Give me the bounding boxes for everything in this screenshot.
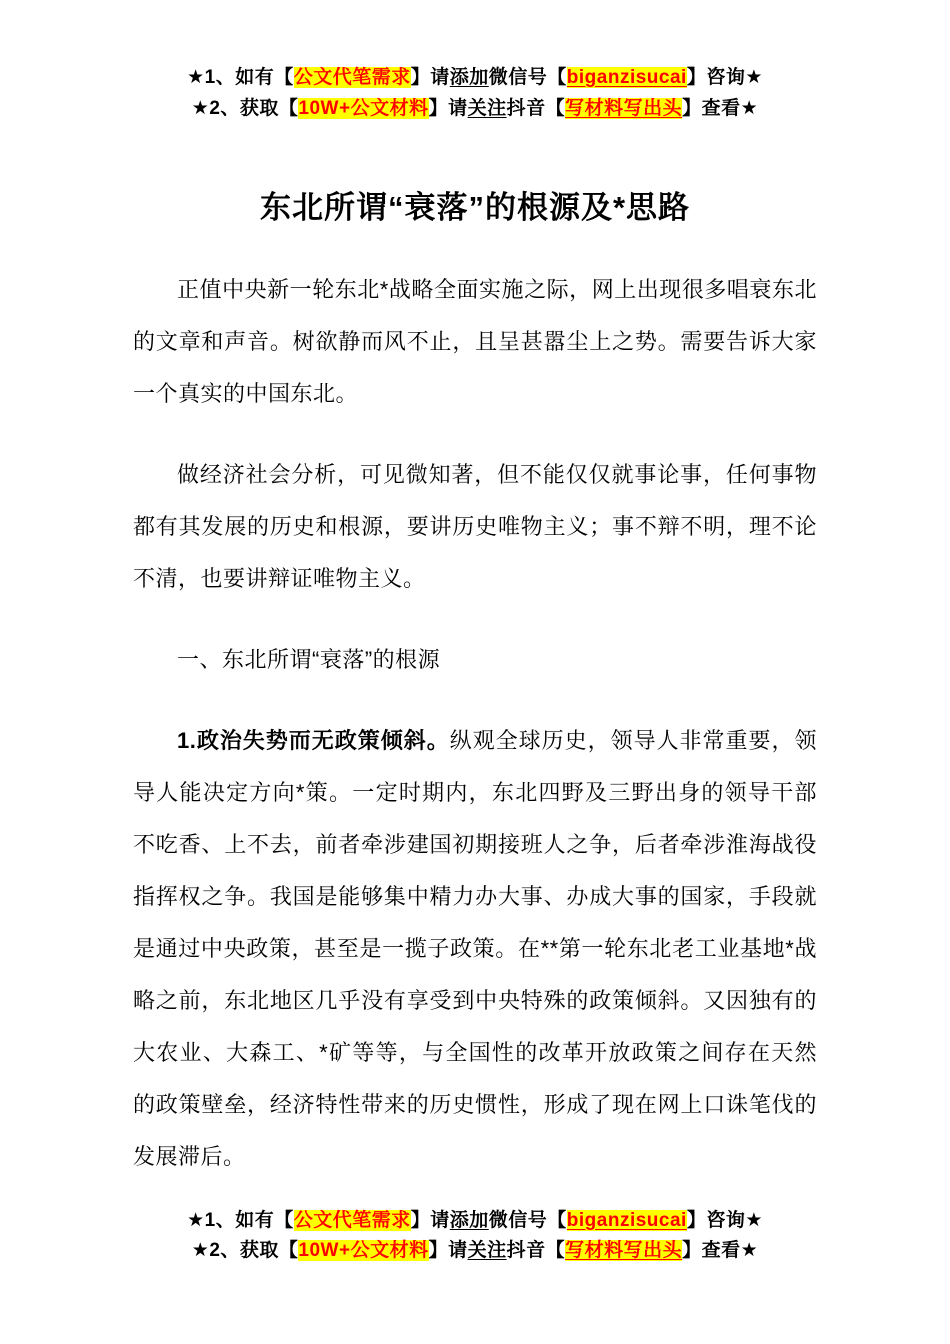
promo-text: ★2、获取【 [191,98,299,119]
promo-text: ★1、如有【 [187,1210,294,1231]
promo-text: 】咨询★ [686,1210,763,1231]
promo-text: 】请 [428,98,468,119]
promo-line-2 [0,1236,950,1266]
promo-underlined-text: 添加 [449,1210,489,1231]
promo-text: 抖音【 [506,1240,566,1261]
paragraph-point-1-body: 纵观全球历史，领导人非常重要，领导人能决定方向*策。一定时期内，东北四野及三野出身的领导干部不吃香、上不去，前者牵涉建国初期接班人之争，后者牵涉淮海战役指挥权之争。我国是能够集中精力办大事、办成大事的国家，手段就是通过中央政策，甚至是一揽子政策。在**第一轮东北老工业基地*战略之前，东北地区几乎没有享受到中央特殊的政策倾斜。又因独有的大农业、大森工、*矿等等，与全国性的改革开放政策之间存在天然的政策壁垒，经济特性带来的历史惯性，形成了现在网上口诛笔伐的发展滞后。 [133,728,817,1169]
promo-text: 微信号【 [488,67,567,88]
paragraph-methodology: 做经济社会分析，可见微知著，但不能仅仅就事论事，任何事物都有其发展的历史和根源，要讲历史唯物主义；事不辩不明，理不论不清，也要讲辩证唯物主义。 [133,462,817,591]
promo-highlight: 公文代笔需求 [293,1210,411,1231]
section-heading-1: 一、东北所谓“衰落”的根源 [177,647,441,672]
paragraph-point-1 [133,715,817,1183]
promo-douyin-id: 写材料写出头 [565,1240,683,1261]
promo-line-1 [0,1206,950,1236]
promo-text: ★2、获取【 [191,1240,299,1261]
promo-douyin-id: 写材料写出头 [565,98,683,119]
promo-wechat-id: biganzisucai [566,1210,687,1231]
document-title: 东北所谓“衰落”的根源及*思路 [259,190,691,225]
promo-underlined-text: 关注 [467,1240,507,1261]
promo-text: 】请 [410,67,450,88]
promo-banner-bottom [0,1206,950,1266]
promo-underlined-text: 关注 [467,98,507,119]
promo-text: 】咨询★ [686,67,763,88]
promo-highlight: 10W+公文材料 [298,98,429,119]
promo-highlight: 10W+公文材料 [298,1240,429,1261]
promo-highlight: 公文代笔需求 [293,67,411,88]
promo-text: 】请 [428,1240,468,1261]
promo-text: 】请 [410,1210,450,1231]
promo-text: 微信号【 [488,1210,567,1231]
promo-line-2 [133,93,817,124]
paragraph-intro: 正值中央新一轮东北*战略全面实施之际，网上出现很多唱衰东北的文章和声音。树欲静而风不止，且呈甚嚣尘上之势。需要告诉大家一个真实的中国东北。 [133,277,817,406]
promo-text: 】查看★ [682,1240,759,1261]
promo-wechat-id: biganzisucai [566,67,687,88]
promo-underlined-text: 添加 [449,67,489,88]
promo-line-1 [133,62,817,93]
promo-text: 】查看★ [682,98,759,119]
promo-text: 抖音【 [506,98,566,119]
paragraph-point-1-lead: 1.政治失势而无政策倾斜。 [177,728,450,753]
promo-banner-top [133,62,817,124]
promo-text: ★1、如有【 [187,67,294,88]
